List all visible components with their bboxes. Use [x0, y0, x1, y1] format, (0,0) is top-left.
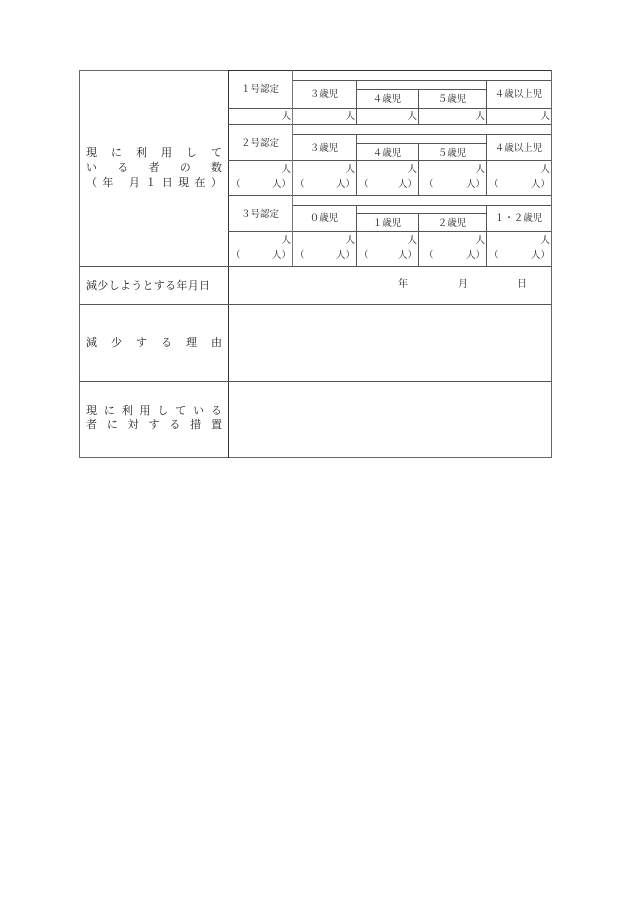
- certification-label: ３号認定: [240, 209, 279, 220]
- reduction-reason-field[interactable]: [229, 305, 551, 381]
- column-header: ３歳児: [309, 89, 339, 100]
- count-field-3go-col3[interactable]: 人: [475, 235, 485, 246]
- column-header: ２歳児: [437, 218, 467, 229]
- column-header: ４歳児: [372, 94, 402, 105]
- column-header: １歳児: [372, 218, 402, 229]
- count-field-3go-total[interactable]: 人: [281, 235, 291, 246]
- reduction-date-label: 減少しようとする年月日: [86, 279, 211, 292]
- subgrid-top-border: [228, 70, 551, 71]
- certification-label: ２号認定: [240, 138, 279, 149]
- count-field-3go-col1[interactable]: 人: [345, 235, 355, 246]
- count-field-1go-col1[interactable]: 人: [345, 111, 355, 122]
- count-field-2go-total[interactable]: 人: [281, 164, 291, 175]
- column-header: ４歳以上児: [494, 143, 543, 154]
- count-field-2go-col3[interactable]: 人: [475, 164, 485, 175]
- day-label: 日: [517, 279, 527, 290]
- column-header: ４歳児: [372, 148, 402, 159]
- column-header: ５歳児: [437, 94, 467, 105]
- count-field-1go-total[interactable]: 人: [281, 111, 291, 122]
- measures-field[interactable]: [229, 382, 551, 457]
- reduction-date-field[interactable]: [229, 267, 551, 304]
- column-header: ０歳児: [309, 213, 339, 224]
- count-field-1go-col3[interactable]: 人: [475, 111, 485, 122]
- column-header: １・２歳児: [494, 213, 543, 224]
- count-field-1go-col2[interactable]: 人: [407, 111, 417, 122]
- count-field-2go-col4[interactable]: 人: [540, 164, 550, 175]
- reduction-reason-label: 減 少 す る 理 由: [86, 336, 222, 349]
- certification-label: １号認定: [240, 84, 279, 95]
- column-header: ３歳児: [309, 143, 339, 154]
- column-header: ４歳以上児: [494, 89, 543, 100]
- year-label: 年: [398, 279, 408, 290]
- month-label: 月: [458, 279, 468, 290]
- count-field-3go-col2[interactable]: 人: [407, 235, 417, 246]
- count-field-2go-col1[interactable]: 人: [345, 164, 355, 175]
- count-field-2go-col2[interactable]: 人: [407, 164, 417, 175]
- count-field-3go-col4[interactable]: 人: [540, 235, 550, 246]
- column-header: ５歳児: [437, 148, 467, 159]
- count-field-1go-col4[interactable]: 人: [540, 111, 550, 122]
